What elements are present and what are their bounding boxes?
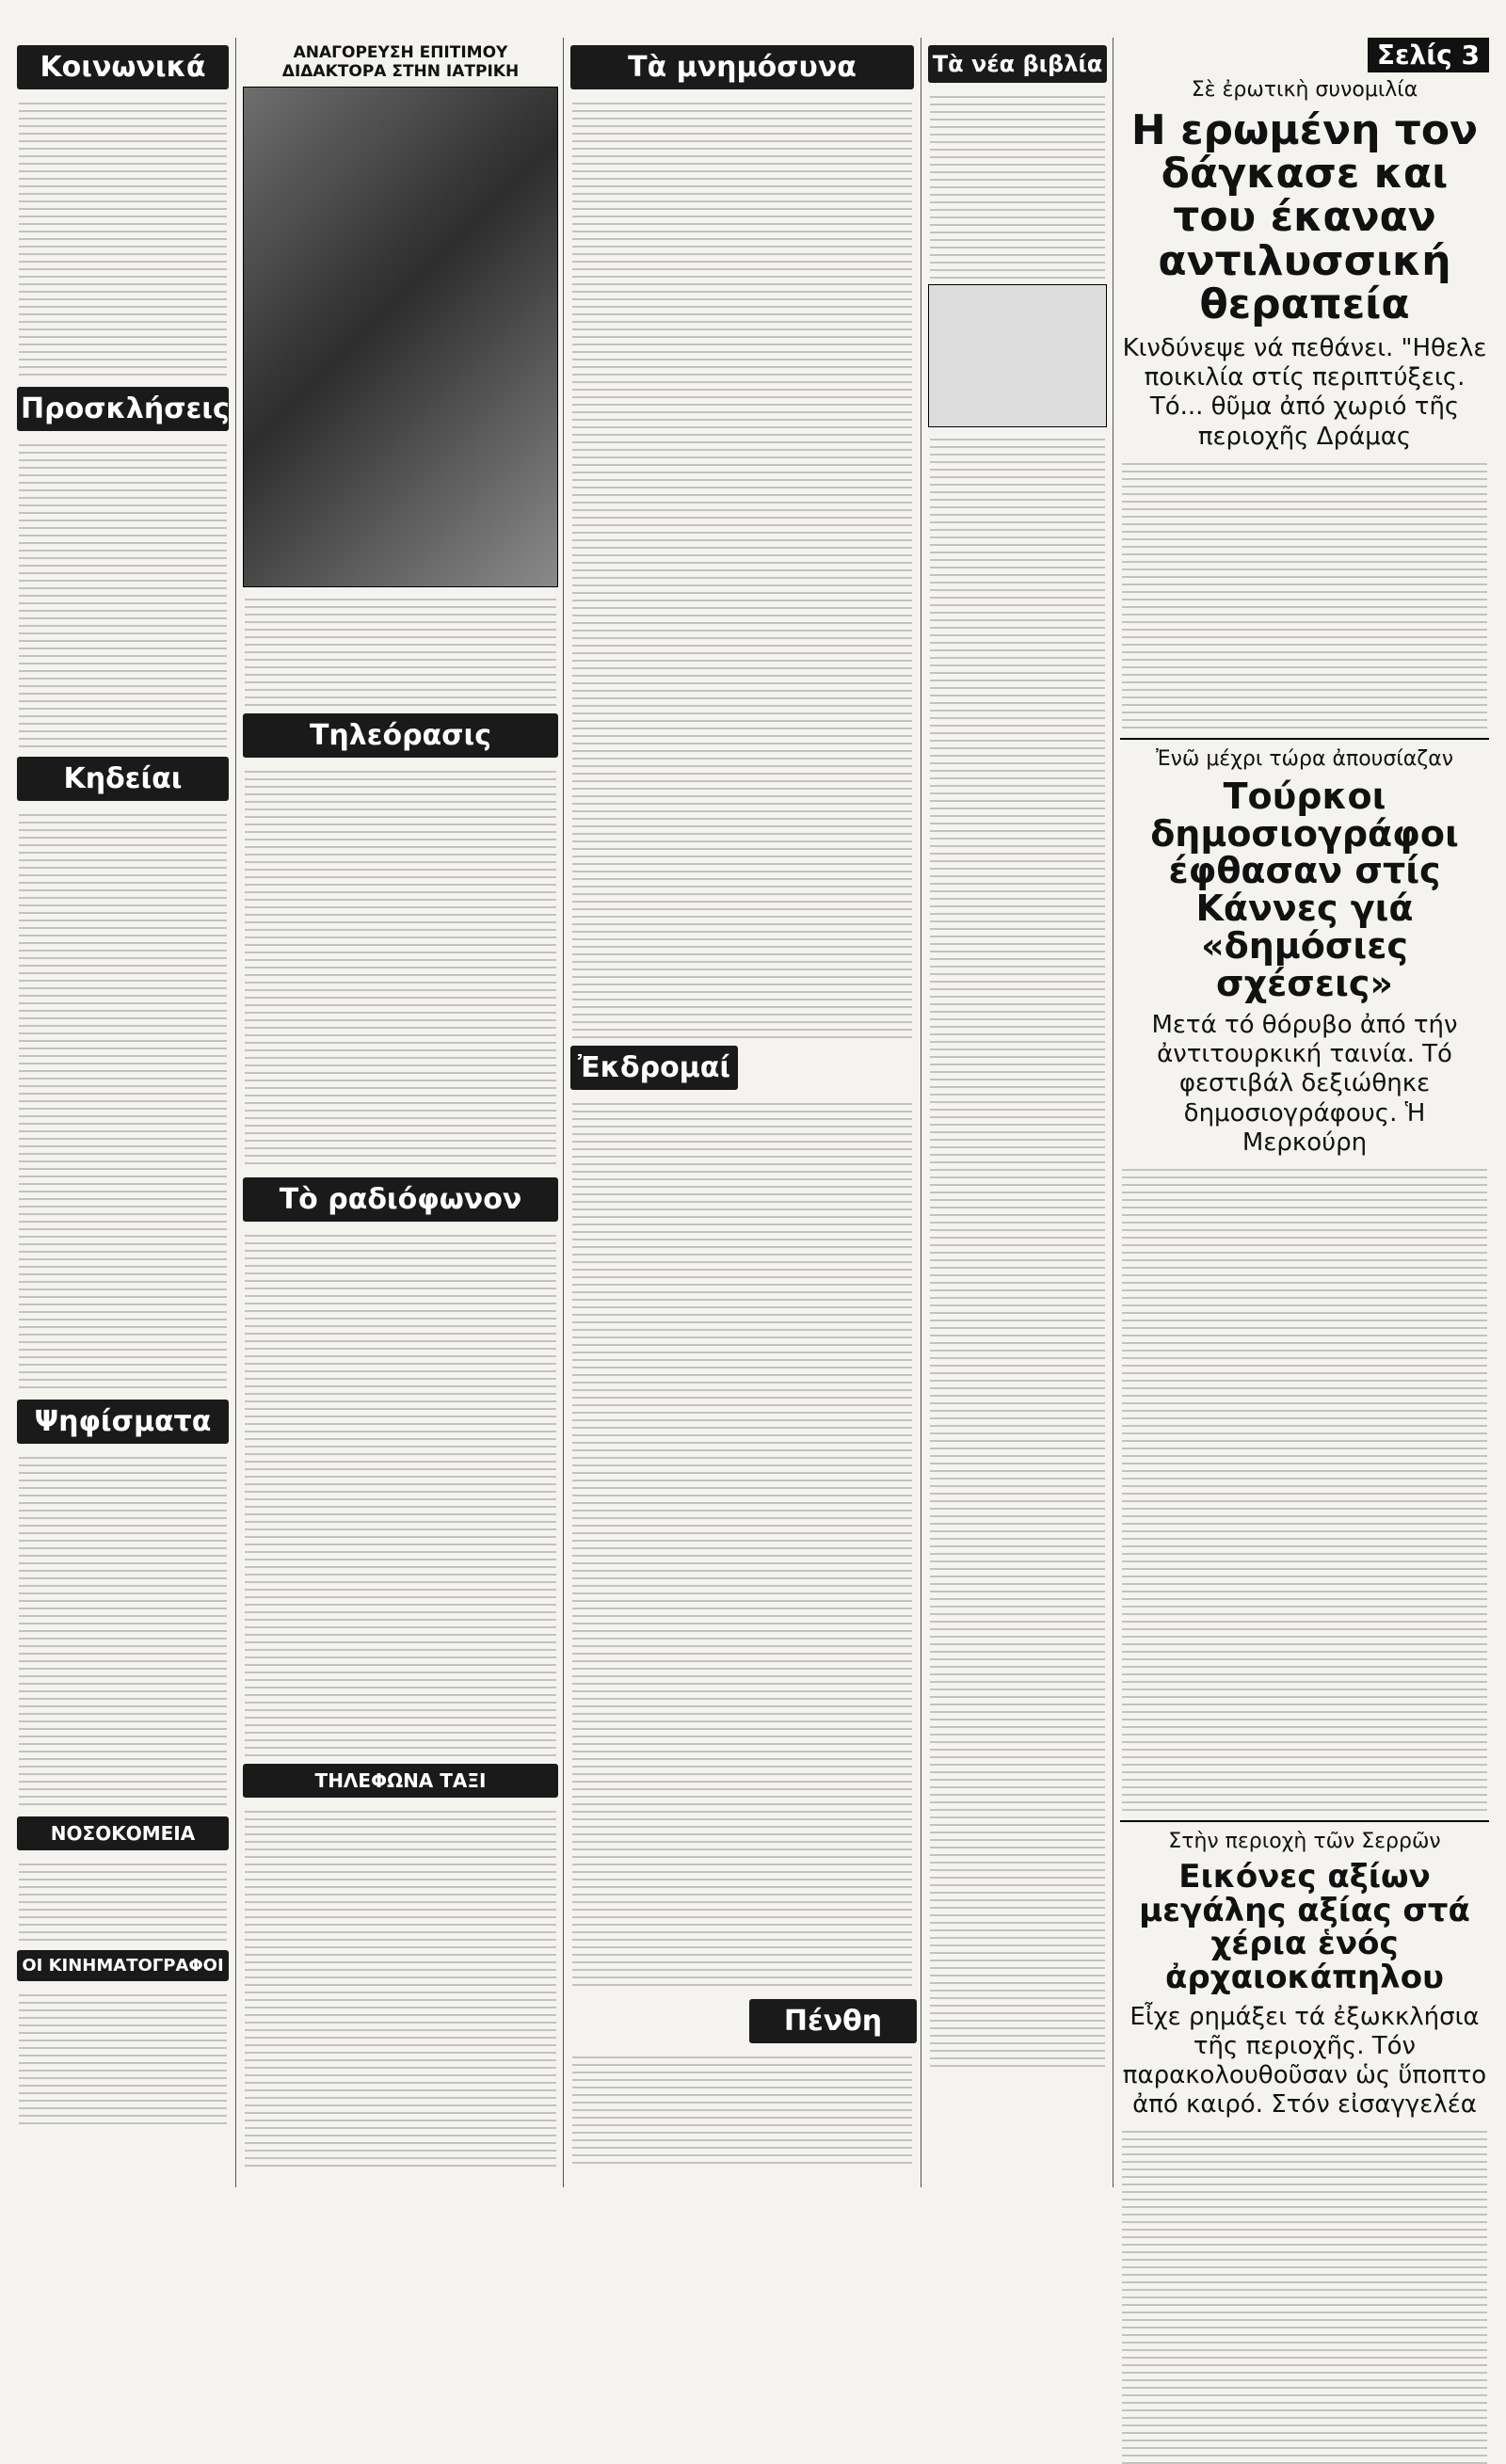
story-1-deck: Κινδύνεψε νά πεθάνει. "Ηθελε ποικιλία στίς περιπτύξεις. Τό... θῦμα ἀπό χωριό τῆς περιοχῆς Δράμας (1122, 333, 1487, 451)
section-band-new-books: Τὰ νέα βιβλία (928, 45, 1107, 83)
story-2-headline: Τούρκοι δημοσιογράφοι έφθασαν στίς Κάννες γιά «δημόσιες σχέσεις» (1150, 775, 1459, 1005)
section-band-cinemas: ΟΙ ΚΙΝΗΜΑΤΟΓΡΑΦΟΙ (17, 1950, 229, 1981)
text-block (19, 97, 227, 379)
text-block (19, 808, 227, 1392)
text-block (245, 1229, 556, 1756)
section-band-excursions: Ἐκδρομαί (570, 1046, 738, 1090)
story-1-kicker: Σὲ ἐρωτικὴ συνομιλία (1191, 78, 1418, 102)
text-block (245, 765, 556, 1170)
story-3-deck: Εἶχε ρημάξει τά ἐξωκκλήσια τῆς περιοχῆς. Τόν παρακολουθοῦσαν ὡς ὕποπτο ἀπό καιρό. Στόν εἰσαγγελέα (1122, 2002, 1487, 2120)
books-column (928, 38, 1107, 2187)
story-1-text (1122, 457, 1487, 730)
text-block (572, 1097, 912, 1992)
section-band-mourning: Πένθη (749, 1999, 917, 2043)
text-block (930, 90, 1105, 279)
text-block (930, 433, 1105, 2071)
book-cover-image (928, 284, 1107, 427)
section-band-hospitals: ΝΟΣΟΚΟΜΕΙΑ (17, 1816, 229, 1850)
text-block (19, 1989, 227, 2130)
page-number-tag: Σελίς 3 (1368, 38, 1489, 72)
right-column (1120, 38, 1489, 2187)
text-block (572, 2051, 912, 2164)
divider (1120, 738, 1489, 740)
story-2-kicker: Ἐνῶ μέχρι τώρα ἀπουσίαζαν (1155, 746, 1454, 771)
column-rule (563, 38, 564, 2187)
divider (1120, 1820, 1489, 1822)
section-band-funerals: Κηδείαι (17, 757, 229, 801)
text-block (19, 1858, 227, 1943)
story-3-kicker: Στὴν περιοχὴ τῶν Σερρῶν (1168, 1829, 1441, 1853)
section-band-social: Κοινωνικά (17, 45, 229, 89)
text-block (19, 439, 227, 749)
section-band-memorials: Τὰ μνημόσυνα (570, 45, 914, 89)
story-2-deck: Μετά τό θόρυβο ἀπό τήν ἀντιτουρκική ταινία. Τό φεστιβάλ δεξιώθηκε δημοσιογράφους. Ἡ Μερκούρη (1151, 1011, 1458, 1157)
story-2-text (1122, 1163, 1487, 1813)
text-block (19, 1451, 227, 1809)
story-3-headline: Εικόνες αξίων μεγάλης αξίας στά χέρια ἑνός ἀρχαιοκάπηλου (1139, 1857, 1470, 1997)
left-column (17, 38, 229, 2187)
section-band-invitations: Προσκλήσεις (17, 387, 229, 431)
section-band-radio: Τὸ ραδιόφωνον (243, 1177, 558, 1222)
text-block (245, 1805, 556, 2172)
text-block (572, 97, 912, 1038)
photo-headline: ΑΝΑΓΟΡΕΥΣΗ ΕΠΙΤΙΜΟΥ ΔΙΔΑΚΤΟΡΑ ΣΤΗΝ ΙΑΤΡΙΚΗ (281, 43, 520, 81)
memorial-column (570, 38, 914, 2187)
ceremony-photo (243, 87, 558, 587)
section-band-television: Τηλεόρασις (243, 713, 558, 758)
column-rule (235, 38, 236, 2187)
photo-caption (245, 593, 556, 706)
section-band-resolutions: Ψηφίσματα (17, 1400, 229, 1444)
story-1-headline: Η ερωμένη τον δάγκασε και του έκαναν αντιλυσσική θεραπεία (1130, 106, 1479, 328)
section-band-taxi-phones: ΤΗΛΕΦΩΝΑ ΤΑΞΙ (243, 1764, 558, 1798)
photo-column (243, 38, 558, 2187)
story-3-text (1122, 2125, 1487, 2464)
